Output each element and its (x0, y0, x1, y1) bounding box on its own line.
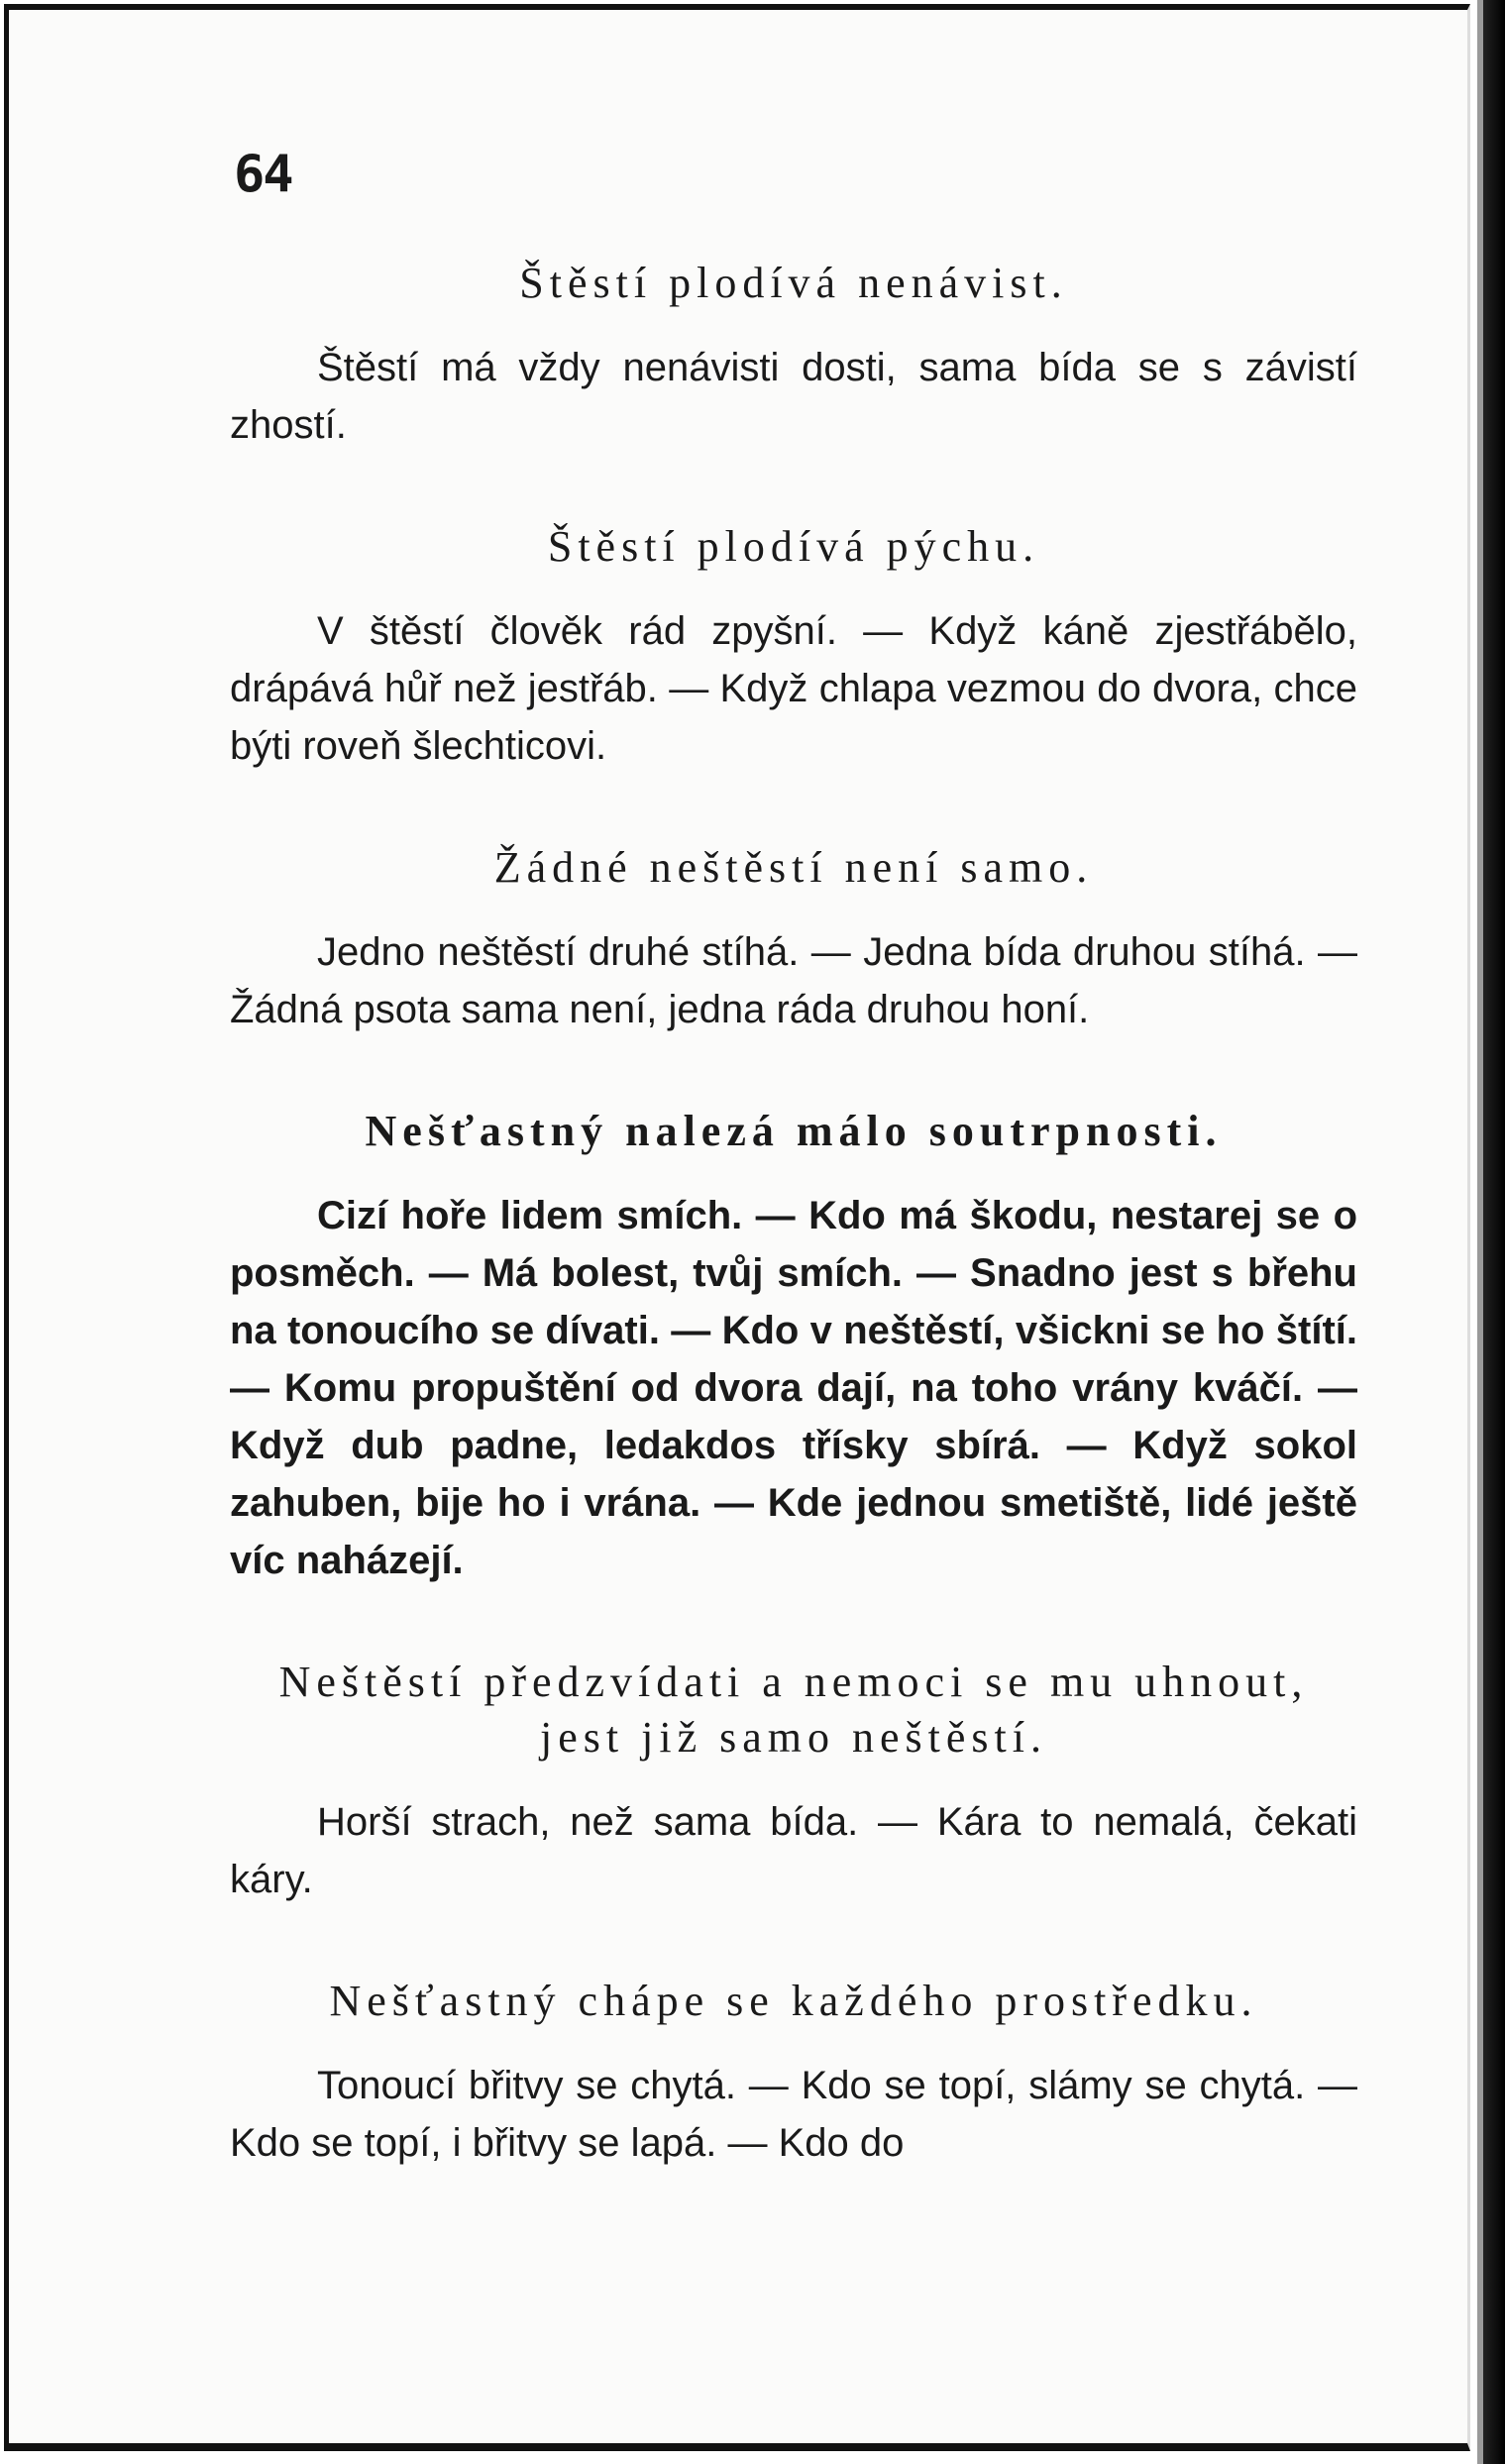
section-text: Štěstí má vždy nenávisti dosti, sama bída se s závistí zhostí. (230, 346, 1357, 447)
section-heading: Nešťastný chápe se každého prostředku. (329, 1977, 1258, 2025)
section-heading: Štěstí plodívá nenávist. (519, 259, 1068, 307)
section-2 (230, 519, 1357, 775)
section-4 (230, 1104, 1357, 1589)
section-heading: Nešťastný nalezá málo soutrpnosti. (365, 1107, 1223, 1155)
section-text: Tonoucí břitvy se chytá. — Kdo se topí, slámy se chytá. — Kdo se topí, i břitvy se lapá. — Kdo do (230, 2064, 1357, 2165)
page-content (230, 145, 1357, 2237)
section-1 (230, 256, 1357, 454)
section-text: Jedno neštěstí druhé stíhá. — Jedna bída druhou stíhá. — Žádná psota sama není, jedna ráda druhou honí. (230, 930, 1357, 1031)
section-heading: Štěstí plodívá pýchu. (547, 522, 1040, 571)
section-heading: Žádné neštěstí není samo. (493, 843, 1094, 892)
section-3 (230, 840, 1357, 1038)
section-text: V štěstí člověk rád zpyšní. — Když káně zjestřábělo, drápává hůř než jestřáb. — Když chlapa vezmou do dvora, chce býti roveň šlechticovi. (230, 609, 1357, 768)
page-edge-shadow (1483, 0, 1505, 2464)
section-text: Horší strach, než sama bída. — Kára to nemalá, čekati káry. (230, 1800, 1357, 1901)
section-5 (230, 1655, 1357, 1908)
section-6 (230, 1974, 1357, 2172)
section-text: Cizí hoře lidem smích. — Kdo má škodu, nestarej se o posměch. — Má bolest, tvůj smích. — Snadno jest s břehu na tonoucího se dívati. — Kdo v neštěstí, všickni se ho štítí. — Komu propuštění od dvora dají, na toho vrány kváčí. — Když dub padne, ledakdos třísky sbírá. — Když sokol zahuben, bije ho i vrána. — Kde jednou smetiště, lidé ještě víc naházejí. (230, 1194, 1357, 1582)
section-heading: Neštěstí předzvídati a nemoci se mu uhnout, jest již samo neštěstí. (278, 1658, 1309, 1762)
page-number: 64 (234, 145, 292, 204)
